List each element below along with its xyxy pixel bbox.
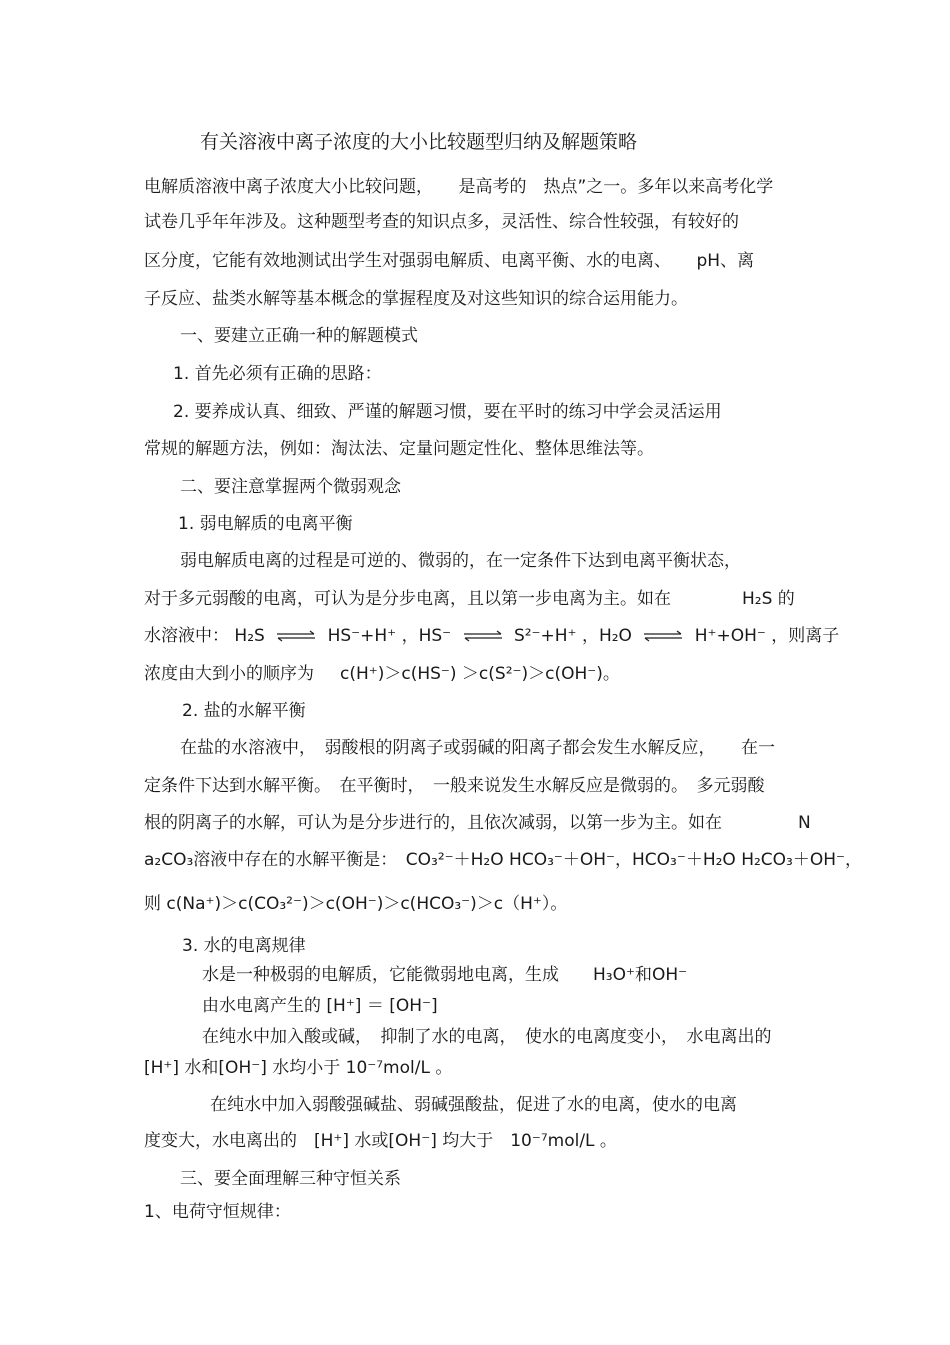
section-heading: 二、要注意掌握两个微弱观念	[180, 477, 401, 497]
subsection-heading: 1. 弱电解质的电离平衡	[178, 514, 353, 534]
equilibrium-arrow-icon	[276, 630, 316, 642]
section-heading: 三、要全面理解三种守恒关系	[180, 1169, 401, 1189]
paragraph-line: 常规的解题方法，例如：淘汰法、定量问题定性化、整体思维法等。	[144, 439, 654, 459]
ion-order: c(H⁺)＞c(HS⁻) ＞c(S²⁻)＞c(OH⁻)。	[340, 664, 620, 684]
paragraph-line: 在纯水中加入弱酸强碱盐、弱碱强酸盐，促进了水的电离，使水的电离	[210, 1095, 737, 1115]
equation-suffix: ，则离子	[771, 626, 840, 646]
paragraph-line: 度变大，水电离出的 [H⁺] 水或[OH⁻] 均大于 10⁻⁷mol/L 。	[144, 1131, 617, 1151]
equilibrium-arrow-icon	[463, 630, 503, 642]
equilibrium-arrow-icon	[643, 630, 683, 642]
section-heading: 一、要建立正确一种的解题模式	[180, 326, 418, 346]
equation-term: S²⁻+H⁺	[513, 626, 577, 646]
equation-term: H⁺+OH⁻	[694, 626, 766, 646]
paragraph-line: a₂CO₃溶液中存在的水解平衡是： CO₃²⁻＋H₂O HCO₃⁻＋OH⁻，HCO₃⁻＋H₂O H₂CO₃＋OH⁻，	[144, 850, 862, 870]
paragraph-line: 水是一种极弱的电解质，它能微弱地电离，生成 H₃O⁺和OH⁻	[202, 965, 688, 985]
paragraph-line: 则 c(Na⁺)＞c(CO₃²⁻)＞c(OH⁻)＞c(HCO₃⁻)＞c（H⁺）。	[144, 894, 568, 914]
equation-term: ，HS⁻	[401, 626, 452, 646]
paragraph-line: 根的阴离子的水解，可认为是分步进行的，且依次减弱，以第一步为主。如在	[144, 813, 722, 833]
intro-line: 区分度，它能有效地测试出学生对强弱电解质、电离平衡、水的电离、 pH、离	[144, 251, 755, 271]
paragraph-line: 定条件下达到水解平衡。 在平衡时， 一般来说发生水解反应是微弱的。 多元弱酸	[144, 776, 765, 796]
equation-term: HS⁻+H⁺	[327, 626, 397, 646]
intro-line: 电解质溶液中离子浓度大小比较问题， 是高考的 热点”之一。多年以来高考化学	[144, 177, 774, 197]
paragraph-line: 在纯水中加入酸或碱， 抑制了水的电离， 使水的电离度变小， 水电离出的	[202, 1027, 772, 1047]
paragraph-line-end: H₂S 的	[742, 589, 795, 609]
paragraph-line: 弱电解质电离的过程是可逆的、微弱的，在一定条件下达到电离平衡状态，	[180, 551, 741, 571]
equilibrium-equation	[144, 625, 839, 647]
paragraph-line: 浓度由大到小的顺序为	[144, 664, 314, 684]
subsection-heading: 2. 盐的水解平衡	[182, 701, 306, 721]
intro-line: 试卷几乎年年涉及。这种题型考查的知识点多，灵活性、综合性较强，有较好的	[144, 212, 739, 232]
paragraph-line: 对于多元弱酸的电离，可认为是分步电离，且以第一步电离为主。如在	[144, 589, 671, 609]
intro-line: 子反应、盐类水解等基本概念的掌握程度及对这些知识的综合运用能力。	[144, 289, 688, 309]
subsection-heading: 3. 水的电离规律	[182, 936, 306, 956]
paragraph-line: 在盐的水溶液中， 弱酸根的阴离子或弱碱的阳离子都会发生水解反应， 在一	[180, 738, 775, 758]
list-item: 1、电荷守恒规律：	[144, 1202, 291, 1222]
paragraph-line: 由水电离产生的 [H⁺] ＝ [OH⁻]	[202, 996, 438, 1016]
paragraph-line: [H⁺] 水和[OH⁻] 水均小于 10⁻⁷mol/L 。	[144, 1058, 453, 1078]
page-title: 有关溶液中离子浓度的大小比较题型归纳及解题策略	[200, 131, 638, 153]
equation-term: ，H₂O	[581, 626, 632, 646]
list-item: 1. 首先必须有正确的思路：	[173, 364, 382, 384]
equation-term: H₂S	[234, 626, 265, 646]
list-item: 2. 要养成认真、细致、严谨的解题习惯，要在平时的练习中学会灵活运用	[173, 402, 722, 422]
equation-prefix: 水溶液中：	[144, 626, 229, 646]
paragraph-line-end: N	[798, 813, 811, 833]
